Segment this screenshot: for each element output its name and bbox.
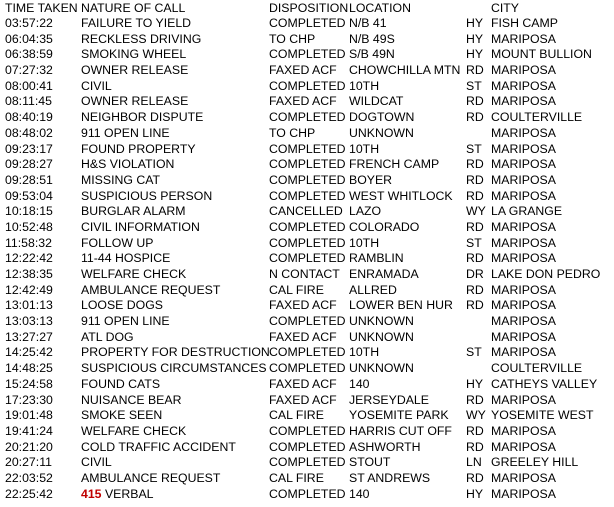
call-row [0, 63, 614, 79]
call-location-suffix: ST [466, 235, 482, 250]
call-location: UNKNOWN [349, 329, 414, 344]
call-city: MARIPOSA [491, 314, 556, 329]
call-time: 07:27:32 [5, 63, 53, 78]
call-nature [81, 424, 186, 440]
call-row [0, 32, 614, 48]
call-time: 08:11:45 [5, 94, 52, 109]
call-disposition: COMPLETED [269, 188, 346, 203]
call-row [0, 189, 614, 205]
call-row [0, 204, 614, 220]
call-city: MARIPOSA [491, 78, 556, 93]
call-location: UNKNOWN [349, 314, 414, 329]
call-city: MARIPOSA [491, 157, 556, 172]
call-time: 14:25:42 [5, 345, 53, 360]
call-disposition: FAXED ACF [269, 94, 337, 109]
call-location: 10TH [349, 345, 380, 360]
call-time: 19:01:48 [5, 408, 53, 423]
call-nature [81, 455, 112, 471]
call-time: 12:42:49 [5, 282, 53, 297]
call-city: FISH CAMP [491, 16, 558, 30]
call-nature [81, 47, 186, 63]
call-city: MARIPOSA [491, 486, 556, 501]
call-disposition: COMPLETED [269, 314, 346, 329]
call-disposition: COMPLETED [269, 423, 346, 438]
call-city: YOSEMITE WEST [491, 408, 594, 423]
call-disposition: FAXED ACF [269, 392, 337, 407]
call-city: COULTERVILLE [491, 110, 583, 125]
call-city: MARIPOSA [491, 282, 556, 297]
call-location: ST ANDREWS [349, 470, 431, 485]
call-city: MARIPOSA [491, 392, 556, 407]
call-row [0, 126, 614, 142]
call-location: HARRIS CUT OFF [349, 423, 452, 438]
call-row [0, 440, 614, 456]
call-location: WILDCAT [349, 94, 404, 109]
call-location-suffix: RD [466, 172, 484, 187]
call-nature [81, 110, 203, 126]
call-nature [81, 142, 196, 158]
call-city: MARIPOSA [491, 188, 556, 203]
header-time-taken: TIME TAKEN [5, 1, 78, 15]
call-nature [81, 236, 153, 252]
call-nature-text: AMBULANCE REQUEST [81, 470, 221, 485]
call-location: N/B 41 [349, 16, 387, 30]
call-row [0, 94, 614, 110]
call-disposition: COMPLETED [269, 78, 346, 93]
call-location-suffix: RD [466, 251, 484, 266]
call-city: MARIPOSA [491, 63, 556, 78]
call-nature [81, 314, 170, 330]
call-nature [81, 94, 188, 110]
call-time: 14:48:25 [5, 361, 53, 376]
call-nature-text: WELFARE CHECK [81, 267, 187, 281]
call-location-suffix: HY [466, 16, 484, 30]
call-nature [81, 440, 236, 456]
call-disposition: FAXED ACF [269, 298, 337, 313]
call-location-suffix: RD [466, 282, 484, 297]
call-city: MARIPOSA [491, 172, 556, 187]
call-nature-text: MISSING CAT [81, 172, 161, 187]
call-time: 09:28:51 [5, 172, 53, 187]
call-nature-text: 911 OPEN LINE [81, 125, 170, 140]
call-code: 415 [81, 486, 102, 501]
call-row [0, 283, 614, 299]
call-disposition: COMPLETED [269, 455, 346, 470]
call-nature [81, 345, 270, 361]
call-location-suffix: ST [466, 78, 482, 93]
call-row [0, 298, 614, 314]
call-city: LA GRANGE [491, 204, 563, 219]
call-nature [81, 63, 188, 79]
call-nature [81, 361, 267, 377]
call-time: 03:57:22 [5, 16, 53, 30]
call-nature [81, 189, 212, 205]
call-location-suffix: DR [466, 267, 484, 281]
call-nature-text: VERBAL [104, 486, 154, 501]
call-nature [81, 204, 186, 220]
call-nature [81, 220, 200, 236]
call-city: CATHEYS VALLEY [491, 376, 598, 391]
call-city: MARIPOSA [491, 31, 556, 46]
call-disposition: TO CHP [269, 31, 316, 46]
call-nature [81, 16, 191, 32]
call-city: MARIPOSA [491, 141, 556, 156]
call-location: 140 [349, 486, 370, 501]
call-time: 12:38:35 [5, 267, 53, 281]
call-nature-text: AMBULANCE REQUEST [81, 282, 221, 297]
call-nature [81, 251, 170, 267]
call-disposition: FAXED ACF [269, 376, 337, 391]
call-time: 09:53:04 [5, 188, 53, 203]
call-disposition: COMPLETED [269, 157, 346, 172]
call-nature-text: H&S VIOLATION [81, 157, 175, 172]
call-disposition: COMPLETED [269, 345, 346, 360]
call-row [0, 487, 614, 503]
call-row [0, 173, 614, 189]
call-time: 15:24:58 [5, 376, 53, 391]
call-row [0, 377, 614, 393]
call-location: FRENCH CAMP [349, 157, 440, 172]
call-row [0, 157, 614, 173]
call-nature-text: BURGLAR ALARM [81, 204, 186, 219]
call-time: 09:23:17 [5, 141, 53, 156]
call-row [0, 220, 614, 236]
call-location-suffix: HY [466, 47, 484, 62]
call-time: 06:04:35 [5, 31, 53, 46]
call-city: MARIPOSA [491, 423, 556, 438]
call-location-suffix: RD [466, 439, 484, 454]
call-time: 13:03:13 [5, 314, 53, 329]
call-location: DOGTOWN [349, 110, 415, 125]
call-time: 08:00:41 [5, 78, 53, 93]
call-disposition: CAL FIRE [269, 470, 324, 485]
call-location: 10TH [349, 78, 380, 93]
call-time: 20:21:20 [5, 439, 53, 454]
call-row [0, 314, 614, 330]
call-nature-text: PROPERTY FOR DESTRUCTION [81, 345, 270, 360]
call-time: 19:41:24 [5, 423, 53, 438]
call-city: GREELEY HILL [491, 455, 579, 470]
call-disposition: COMPLETED [269, 235, 346, 250]
call-location-suffix: LN [466, 455, 482, 470]
call-nature-text: NUISANCE BEAR [81, 392, 182, 407]
call-city: MARIPOSA [491, 345, 556, 360]
call-location: UNKNOWN [349, 125, 414, 140]
call-location-suffix: HY [466, 31, 484, 46]
call-disposition: CANCELLED [269, 204, 343, 219]
call-location: RAMBLIN [349, 251, 404, 266]
call-disposition: COMPLETED [269, 251, 346, 266]
call-nature [81, 377, 160, 393]
call-rows [0, 16, 614, 502]
call-nature-text: FOLLOW UP [81, 235, 154, 250]
call-location-suffix: RD [466, 298, 484, 313]
header-location: LOCATION [349, 1, 411, 15]
call-disposition: TO CHP [269, 125, 316, 140]
call-time: 12:22:42 [5, 251, 53, 266]
call-time: 11:58:32 [5, 235, 52, 250]
call-nature [81, 471, 220, 487]
call-nature-text: FOUND CATS [81, 376, 161, 391]
call-nature [81, 173, 160, 189]
call-city: MARIPOSA [491, 235, 556, 250]
header-row [0, 0, 614, 16]
call-nature [81, 393, 181, 409]
call-location: WEST WHITLOCK [349, 188, 453, 203]
call-location: 10TH [349, 235, 380, 250]
call-disposition: N CONTACT [269, 267, 340, 281]
call-location-suffix: HY [466, 376, 484, 391]
call-time: 20:27:11 [5, 455, 52, 470]
call-location-suffix: RD [466, 392, 484, 407]
call-disposition: CAL FIRE [269, 408, 324, 423]
call-disposition: COMPLETED [269, 16, 346, 30]
call-nature [81, 330, 134, 346]
call-row [0, 110, 614, 126]
call-nature-text: OWNER RELEASE [81, 94, 189, 109]
call-location-suffix: HY [466, 486, 484, 501]
call-time: 09:28:27 [5, 157, 53, 172]
call-disposition: COMPLETED [269, 110, 346, 125]
call-nature-text: NEIGHBOR DISPUTE [81, 110, 204, 125]
header-city: CITY [491, 1, 520, 15]
call-row [0, 236, 614, 252]
call-time: 17:23:30 [5, 392, 53, 407]
call-location-suffix: RD [466, 110, 484, 125]
call-nature-text: SMOKE SEEN [81, 408, 163, 423]
call-row [0, 251, 614, 267]
call-nature-text: COLD TRAFFIC ACCIDENT [81, 439, 236, 454]
call-nature-text: 911 OPEN LINE [81, 314, 170, 329]
call-time: 13:27:27 [5, 329, 53, 344]
call-nature-text: SMOKING WHEEL [81, 47, 187, 62]
call-disposition: COMPLETED [269, 141, 346, 156]
call-city: MARIPOSA [491, 439, 556, 454]
call-time: 10:18:15 [5, 204, 53, 219]
call-row [0, 345, 614, 361]
call-city: MARIPOSA [491, 251, 556, 266]
call-time: 08:48:02 [5, 125, 53, 140]
call-location: UNKNOWN [349, 361, 414, 376]
call-location: LAZO [349, 204, 382, 219]
call-city: MARIPOSA [491, 329, 556, 344]
call-location: 140 [349, 376, 370, 391]
call-nature [81, 79, 112, 95]
call-city: MARIPOSA [491, 219, 556, 234]
call-nature-text: LOOSE DOGS [81, 298, 164, 313]
call-location-suffix: RD [466, 157, 484, 172]
call-time: 13:01:13 [5, 298, 53, 313]
call-location: STOUT [349, 455, 391, 470]
call-city: LAKE DON PEDRO [491, 267, 601, 281]
call-location-suffix: RD [466, 423, 484, 438]
call-nature [81, 267, 186, 283]
call-nature [81, 32, 201, 48]
call-disposition: COMPLETED [269, 47, 346, 62]
call-location-suffix: WY [466, 204, 486, 219]
call-location: ALLRED [349, 282, 397, 297]
call-time: 10:52:48 [5, 219, 53, 234]
call-row [0, 267, 614, 283]
call-city: MARIPOSA [491, 125, 556, 140]
call-location-suffix: RD [466, 94, 484, 109]
call-row [0, 142, 614, 158]
call-nature [81, 408, 162, 424]
call-row [0, 361, 614, 377]
call-nature-text: CIVIL [81, 78, 112, 93]
call-nature-text: WELFARE CHECK [81, 423, 187, 438]
call-row [0, 408, 614, 424]
call-location: JERSEYDALE [349, 392, 429, 407]
call-disposition: FAXED ACF [269, 329, 337, 344]
call-disposition: CAL FIRE [269, 282, 324, 297]
call-location: N/B 49S [349, 31, 395, 46]
call-city: MARIPOSA [491, 94, 556, 109]
call-nature-text: RECKLESS DRIVING [81, 31, 202, 46]
call-location: COLORADO [349, 219, 420, 234]
call-location-suffix: RD [466, 188, 484, 203]
call-row [0, 455, 614, 471]
call-nature-text: SUSPICIOUS PERSON [81, 188, 213, 203]
call-location-suffix: RD [466, 470, 484, 485]
call-time: 06:38:59 [5, 47, 53, 62]
call-time: 22:03:52 [5, 470, 53, 485]
call-nature [81, 283, 220, 299]
call-nature-text: CIVIL INFORMATION [81, 219, 200, 234]
call-location-suffix: RD [466, 63, 484, 78]
call-nature [81, 298, 163, 314]
call-location-suffix: RD [466, 219, 484, 234]
call-nature-text: ATL DOG [81, 329, 134, 344]
call-time: 22:25:42 [5, 486, 53, 501]
call-nature [81, 487, 153, 503]
call-location: ENRAMADA [349, 267, 419, 281]
header-nature-of-call: NATURE OF CALL [81, 1, 186, 15]
call-nature-text: CIVIL [81, 455, 112, 470]
call-disposition: COMPLETED [269, 219, 346, 234]
call-city: MARIPOSA [491, 298, 556, 313]
call-row [0, 330, 614, 346]
call-row [0, 16, 614, 32]
call-location: CHOWCHILLA MTN [349, 63, 461, 78]
call-nature [81, 126, 170, 142]
call-location-suffix: ST [466, 345, 482, 360]
call-nature-text: SUSPICIOUS CIRCUMSTANCES [81, 361, 267, 376]
call-location: 10TH [349, 141, 380, 156]
call-nature-text: FOUND PROPERTY [81, 141, 196, 156]
header-disposition: DISPOSITION [269, 1, 349, 15]
call-disposition: FAXED ACF [269, 63, 337, 78]
call-row [0, 79, 614, 95]
call-row [0, 393, 614, 409]
call-location: ASHWORTH [349, 439, 421, 454]
call-city: COULTERVILLE [491, 361, 583, 376]
call-disposition: COMPLETED [269, 486, 346, 501]
call-location: S/B 49N [349, 47, 395, 62]
call-row [0, 47, 614, 63]
call-nature-text: 11-44 HOSPICE [81, 251, 171, 266]
call-nature-text: OWNER RELEASE [81, 63, 189, 78]
call-row [0, 424, 614, 440]
call-city: MARIPOSA [491, 470, 556, 485]
call-location: YOSEMITE PARK [349, 408, 449, 423]
call-disposition: COMPLETED [269, 439, 346, 454]
call-disposition: COMPLETED [269, 172, 346, 187]
call-location: LOWER BEN HUR [349, 298, 453, 313]
call-nature-text: FAILURE TO YIELD [81, 16, 192, 30]
call-time: 08:40:19 [5, 110, 53, 125]
call-location: BOYER [349, 172, 393, 187]
call-location-suffix: ST [466, 141, 482, 156]
call-nature [81, 157, 174, 173]
call-disposition: COMPLETED [269, 361, 346, 376]
call-location-suffix: WY [466, 408, 486, 423]
call-city: MOUNT BULLION [491, 47, 592, 62]
call-row [0, 471, 614, 487]
